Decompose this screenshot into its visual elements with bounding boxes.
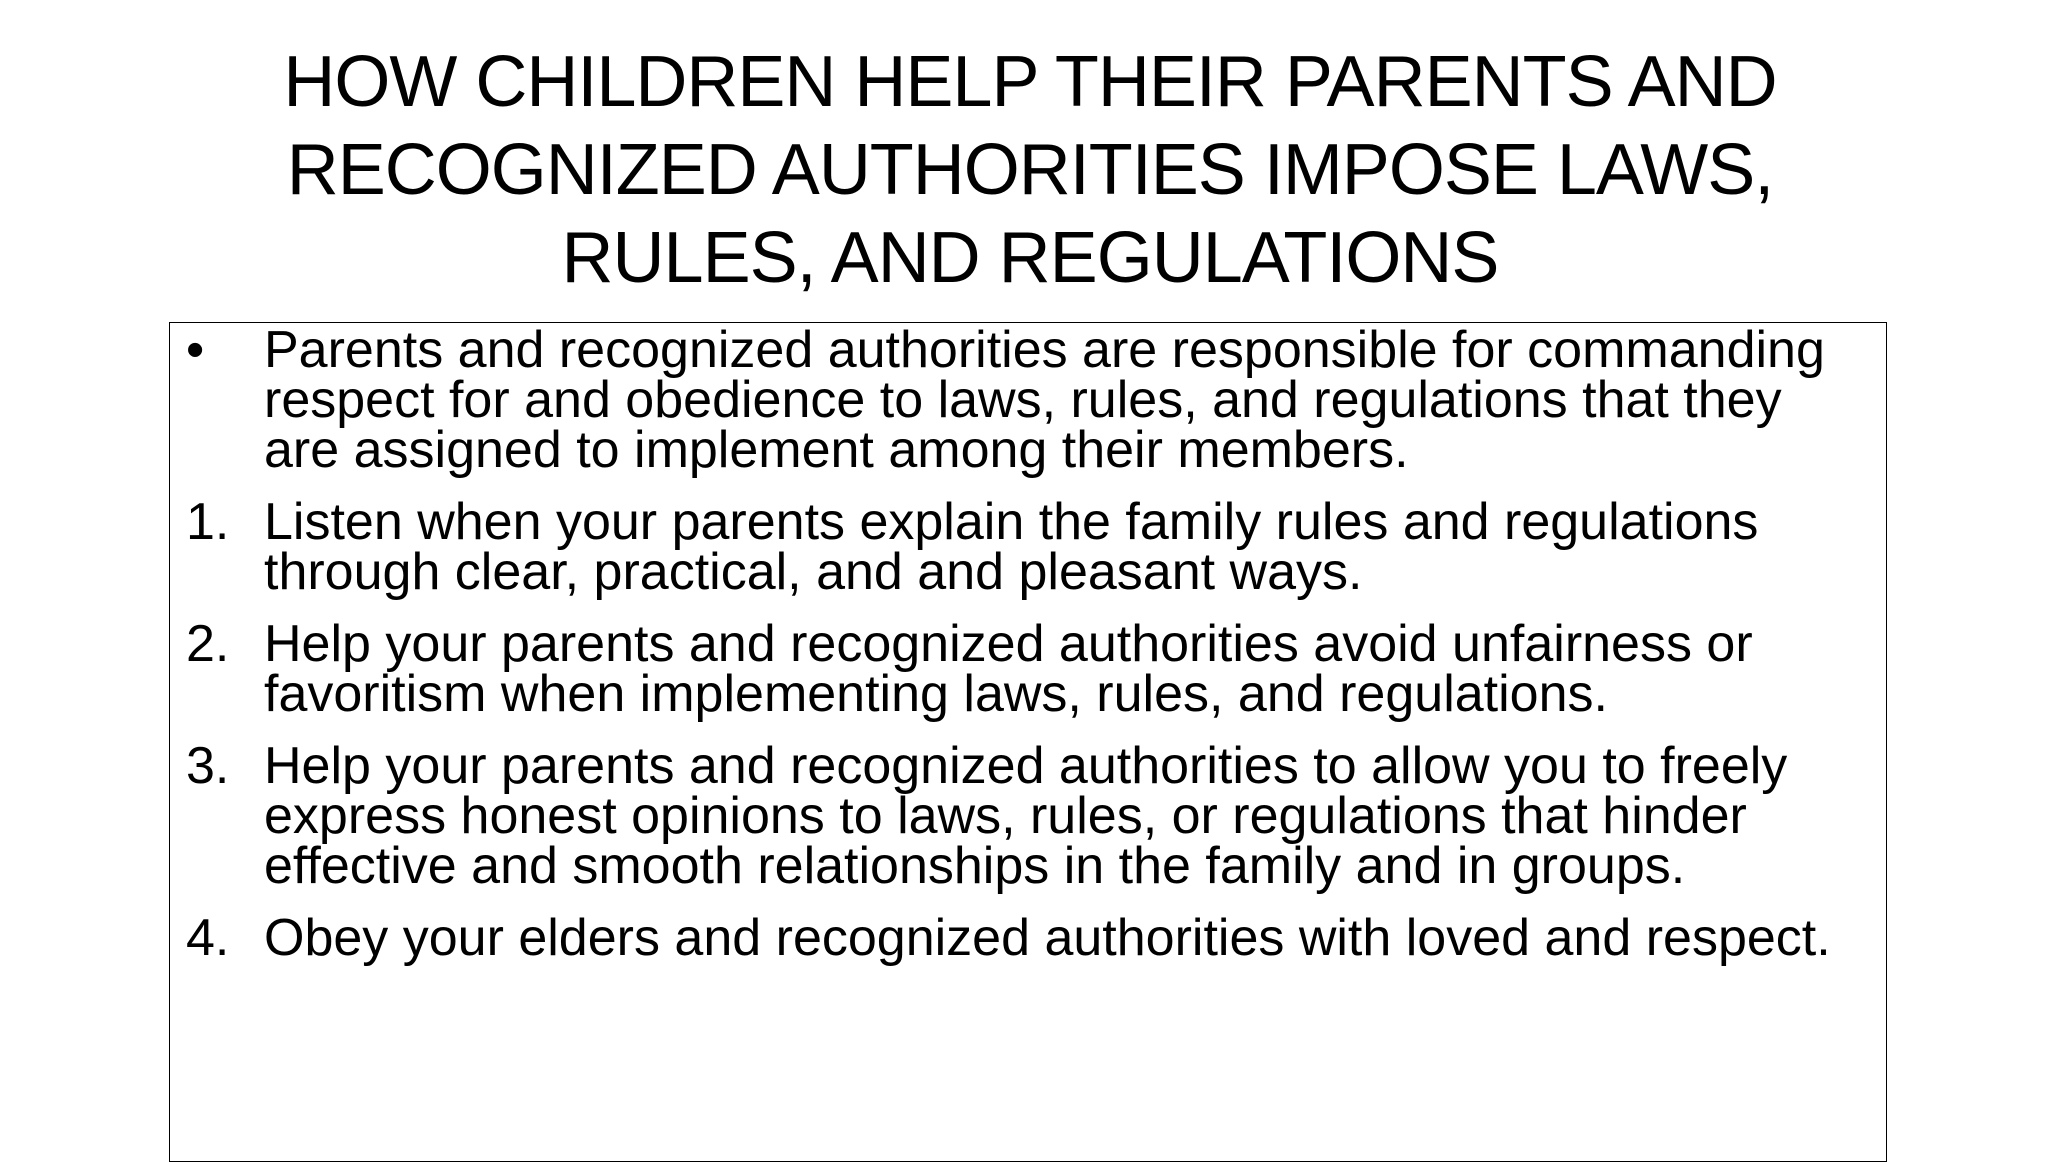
content-box — [169, 322, 1887, 1162]
list-item-text: Obey your elders and recognized authorities with loved and respect. — [264, 909, 1831, 967]
list-item — [170, 737, 1886, 895]
list-item-text: Listen when your parents explain the family rules and regulations through clear, practical, and and pleasant ways. — [264, 493, 1759, 601]
list-item-text: Help your parents and recognized authorities to allow you to freely express honest opinions to laws, rules, or regulations that hinder effective and smooth relationships in the family and in groups. — [264, 737, 1788, 895]
item-list — [170, 323, 1886, 985]
list-item — [170, 909, 1886, 967]
list-item — [170, 321, 1886, 479]
list-item — [170, 615, 1886, 723]
list-item-text: Parents and recognized authorities are responsible for commanding respect for and obedience to laws, rules, and regulations that they are assigned to implement among their members. — [264, 321, 1825, 479]
list-item — [170, 493, 1886, 601]
number-marker: 2. — [186, 615, 230, 673]
bullet-marker: • — [186, 321, 205, 379]
number-marker: 4. — [186, 909, 230, 967]
number-marker: 3. — [186, 737, 230, 795]
list-item-text: Help your parents and recognized authorities avoid unfairness or favoritism when implementing laws, rules, and regulations. — [264, 615, 1753, 723]
number-marker: 1. — [186, 493, 230, 551]
slide-title: HOW CHILDREN HELP THEIR PARENTS AND RECOGNIZED AUTHORITIES IMPOSE LAWS, RULES, AND REGULATIONS — [283, 42, 1777, 298]
